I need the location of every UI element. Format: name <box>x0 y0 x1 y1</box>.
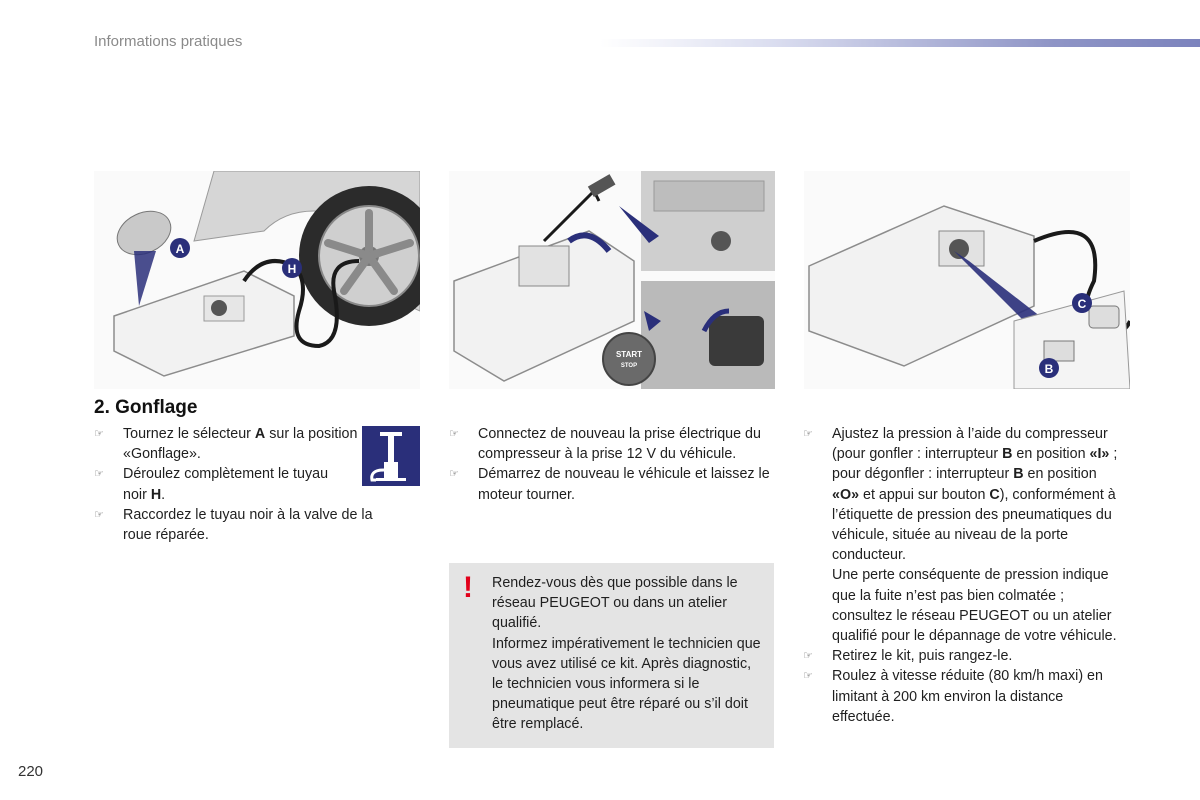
column-inflation-steps <box>94 424 394 545</box>
section-title: 2. Gonflage <box>94 397 198 418</box>
label-b: B <box>1044 362 1054 376</box>
list-item: ☞ Raccordez le tuyau noir à la valve de la roue réparée. <box>94 506 373 544</box>
label-h: H <box>287 262 297 276</box>
page-number: 220 <box>18 763 44 780</box>
list-item: ☞ Ajustez la pression à l’aide du compresseur (pour gonfler : interrupteur B en position «I» ; pour dégonfler : interrupteur B en position «O» et appui sur bouton C), conformément à l’étiquette de pression des pneumatiques du véhicule, située au niveau de la porte conducteur. <box>803 426 1118 564</box>
hand-pointer-icon: ☞ <box>803 670 813 683</box>
list-item: ☞ Déroulez complètement le tuyau noir H. <box>94 466 329 503</box>
hand-pointer-icon: ☞ <box>449 468 459 481</box>
illustration-compressor-hose <box>94 171 420 389</box>
list-item: ☞ Tournez le sélecteur A sur la position «Gonflage». <box>94 426 358 463</box>
hand-pointer-icon: ☞ <box>803 428 813 440</box>
hand-pointer-icon: ☞ <box>449 428 459 440</box>
label-start: START <box>615 350 643 359</box>
warning-box <box>449 563 774 748</box>
list-item: ☞ Roulez à vitesse réduite (80 km/h maxi) en limitant à 200 km environ la distance effectuée. <box>803 668 1103 725</box>
hand-pointer-icon: ☞ <box>94 508 104 521</box>
label-a: A <box>175 242 185 256</box>
tire-pump-icon <box>362 426 420 486</box>
hand-pointer-icon: ☞ <box>94 468 104 481</box>
running-header: Informations pratiques <box>94 33 243 50</box>
hand-pointer-icon: ☞ <box>94 428 104 440</box>
label-stop: STOP <box>620 363 638 369</box>
column-restart-steps <box>449 424 779 505</box>
list-item: ☞ Connectez de nouveau la prise électrique du compresseur à la prise 12 V du véhicule. <box>449 426 761 463</box>
label-c: C <box>1077 297 1087 311</box>
paragraph-leak-warning: Une perte conséquente de pression indique que la fuite n’est pas bien colmatée ; consultez le réseau PEUGEOT ou un atelier qualifié pour le dépannage de votre véhicule. <box>832 567 1117 645</box>
illustration-pressure-switch <box>804 171 1130 389</box>
illustration-power-socket <box>449 171 775 389</box>
header-gradient-bar <box>600 39 1200 47</box>
exclamation-icon: ! <box>463 571 473 604</box>
list-item: ☞ Démarrez de nouveau le véhicule et laissez le moteur tourner. <box>449 466 770 503</box>
hand-pointer-icon: ☞ <box>803 650 813 663</box>
warning-text: Rendez-vous dès que possible dans le réseau PEUGEOT ou dans un atelier qualifié. Informez impérativement le technicien que vous avez utilisé ce kit. Après diagnostic, le technicien vous informera si le pneumatique peut être réparé ou s’il doit être remplacé. <box>492 575 761 733</box>
column-pressure-steps <box>803 424 1125 727</box>
list-item: ☞ Retirez le kit, puis rangez-le. <box>803 646 1125 666</box>
